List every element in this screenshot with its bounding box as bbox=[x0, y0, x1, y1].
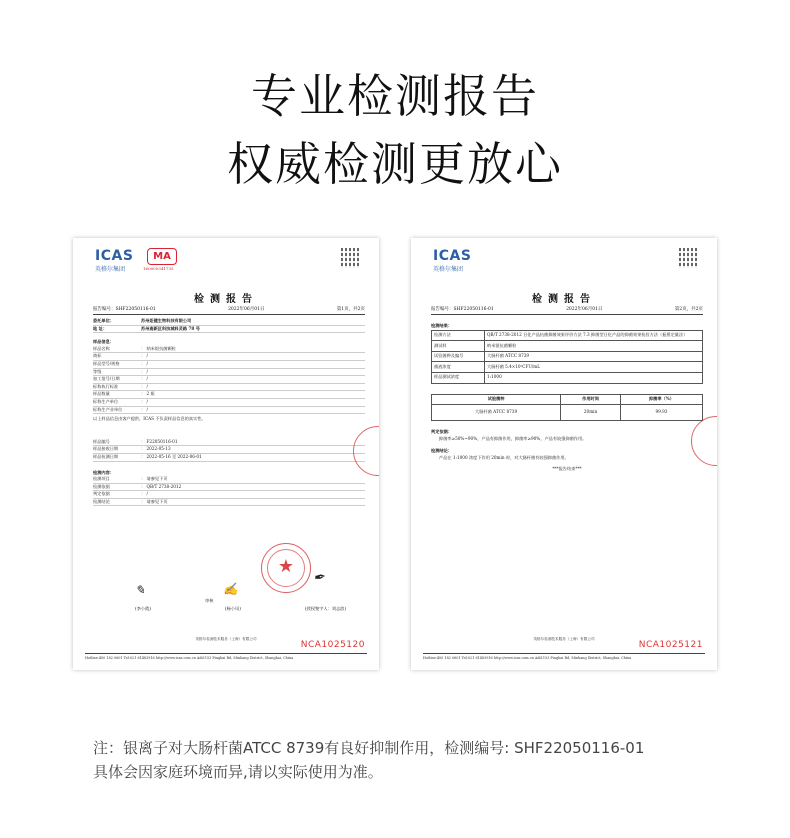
results-section-title: 检测结果： bbox=[431, 323, 452, 328]
report-title: 检测报告 bbox=[532, 294, 596, 305]
info-row: 样品名称 ： 纳米银抗菌颗粒 bbox=[93, 346, 365, 354]
sig2-label: 审核 bbox=[205, 598, 214, 603]
table-header: 试验菌种 bbox=[432, 394, 561, 405]
info-row: 检测结论 ： 请参见下页 bbox=[93, 499, 365, 507]
nca-number: NCA1025120 bbox=[300, 640, 365, 650]
info-row: 标称生产业单位 ： / bbox=[93, 407, 365, 415]
company-name: 英格尔检测技术服务（上海）有限公司 bbox=[533, 637, 595, 641]
ma-certification-badge: MA bbox=[147, 248, 177, 265]
info-row: 加工批号/日期 ： / bbox=[93, 376, 365, 384]
icas-logo: ICAS 英格尔集团 bbox=[95, 248, 134, 273]
info-row: 等级 ： / bbox=[93, 369, 365, 377]
info-row: 标称执行标准 ： / bbox=[93, 384, 365, 392]
section-title: 检测内容： bbox=[93, 469, 114, 475]
info-row: 样品检测日期 ： 2022-05-16 至 2022-06-01 bbox=[93, 454, 365, 462]
signature-tester: ✎ bbox=[135, 583, 146, 597]
rate-table bbox=[431, 394, 703, 422]
test-results bbox=[431, 320, 703, 472]
info-row: 检测项目 ： 请参见下页 bbox=[93, 476, 365, 484]
official-seal-icon: ★ bbox=[261, 543, 311, 593]
report-meta: 报告编号：SHF22050116-01 2022年06月01日 第1页，共2页 bbox=[93, 306, 365, 315]
company-name: 英格尔检测技术服务（上海）有限公司 bbox=[195, 637, 257, 641]
results-table bbox=[431, 330, 703, 384]
report-meta: 报告编号：SHF22050116-01 2022年06月01日 第2页，共2页 bbox=[431, 306, 703, 315]
report-number: SHF22050116-01 bbox=[115, 307, 156, 312]
table-row: 菌液浓度 大肠杆菌 5.4×10⁵CFU/mL bbox=[432, 362, 703, 373]
table-header: 作用时间 bbox=[561, 394, 621, 405]
info-row: 检测依据 ： QB/T 2738-2012 bbox=[93, 484, 365, 492]
qr-code-icon bbox=[679, 248, 699, 268]
page-number: 第1页，共2页 bbox=[336, 307, 365, 312]
disclaimer: 以上样品信息由客户提供，ICAS 不负责样品信息的真实性。 bbox=[93, 416, 206, 422]
icas-logo: ICAS 英格尔集团 bbox=[433, 248, 472, 273]
conclusion-section-title: 检测结论： bbox=[431, 448, 452, 454]
table-cell: 大肠杆菌 ATCC 8739 bbox=[432, 405, 561, 421]
qr-code-icon bbox=[341, 248, 361, 268]
section-title: 样品信息： bbox=[93, 339, 114, 345]
info-row: 委托单位： 苏州炬健生物科技有限公司 bbox=[93, 318, 365, 326]
sig1-role: (李小霞) bbox=[135, 606, 151, 611]
footnote-line1: 注：银离子对大肠杆菌ATCC 8739有良好抑制作用，检测编号: SHF22050116-01 bbox=[93, 739, 645, 757]
heading-line2: 权威检测更放心 bbox=[227, 137, 563, 191]
nca-number: NCA1025121 bbox=[638, 640, 703, 650]
signature-authorized: ✒ bbox=[311, 569, 326, 587]
report-page-2 bbox=[411, 238, 717, 670]
report-date: 2022年06月01日 bbox=[566, 307, 603, 312]
sig2-role: (杨小凤) bbox=[225, 606, 241, 611]
footer-address: Hotline:400 182 0601 Tel:021 61483916 http://www.icas.com.cn Add:153 Pinghai Rd, Minhang District, Shanghai, China bbox=[85, 653, 367, 660]
ma-number: 160000341735 bbox=[143, 266, 174, 271]
info-row: 样品编号 ： F22050116-01 bbox=[93, 439, 365, 447]
footnote bbox=[93, 736, 713, 784]
signature-reviewer: ✍ bbox=[223, 582, 238, 596]
table-header: 抑菌率（%） bbox=[620, 394, 702, 405]
table-row: 样品测试浓度 1:1000 bbox=[432, 372, 703, 383]
footer-address: Hotline:400 182 0601 Tel:021 61483916 http://www.icas.com.cn Add:153 Pinghai Rd, Minhang District, Shanghai, China bbox=[423, 653, 705, 660]
info-row: 样品型号/规格 ： / bbox=[93, 361, 365, 369]
report-end: ***报告结束*** bbox=[552, 465, 582, 471]
table-row: 试验菌种及编号 大肠杆菌 ATCC 8739 bbox=[432, 351, 703, 362]
sig3-role: (授权签字人：刘志滨) bbox=[305, 606, 346, 611]
info-row: 商标 ： / bbox=[93, 353, 365, 361]
footnote-line2: 具体会因家庭环境而异,请以实际使用为准。 bbox=[93, 763, 383, 781]
report-date: 2022年06月01日 bbox=[228, 307, 265, 312]
page-number: 第2页，共2页 bbox=[674, 307, 703, 312]
report-number: SHF22050116-01 bbox=[453, 307, 494, 312]
criteria-text: 抑菌率≥50%~90%，产品有抑菌作用，抑菌率≥90%，产品有较强抑菌作用。 bbox=[439, 435, 587, 441]
info-row: 样品数量 ： 2 瓶 bbox=[93, 391, 365, 399]
report-title: 检测报告 bbox=[194, 294, 258, 305]
heading-line1: 专业检测报告 bbox=[251, 69, 539, 123]
client-info bbox=[93, 318, 365, 506]
info-row: 标称生产单位 ： / bbox=[93, 399, 365, 407]
report-page-1 bbox=[73, 238, 379, 670]
table-row: 测试样 纳米银抗菌颗粒 bbox=[432, 341, 703, 352]
info-row: 地 址： 苏州高新区科技城科灵路 78 号 bbox=[93, 326, 365, 334]
table-cell: 20min bbox=[561, 405, 621, 421]
conclusion-text: 产品在 1:1000 浓度下作用 20min 时，对大肠杆菌有较强抑菌作用。 bbox=[439, 454, 569, 460]
table-row: 检测方法 QB/T 2738-2012 日化产品抗菌抑菌效果评价方法 7.3 抑菌型日化产品的抑菌效果检验方法（振摇定量法） bbox=[432, 330, 703, 341]
table-cell: 99.93 bbox=[620, 405, 702, 421]
info-row: 样品接收日期 ： 2022-05-13 bbox=[93, 446, 365, 454]
criteria-section-title: 判定依据： bbox=[431, 429, 452, 435]
info-row: 判定依据 ： / bbox=[93, 491, 365, 499]
